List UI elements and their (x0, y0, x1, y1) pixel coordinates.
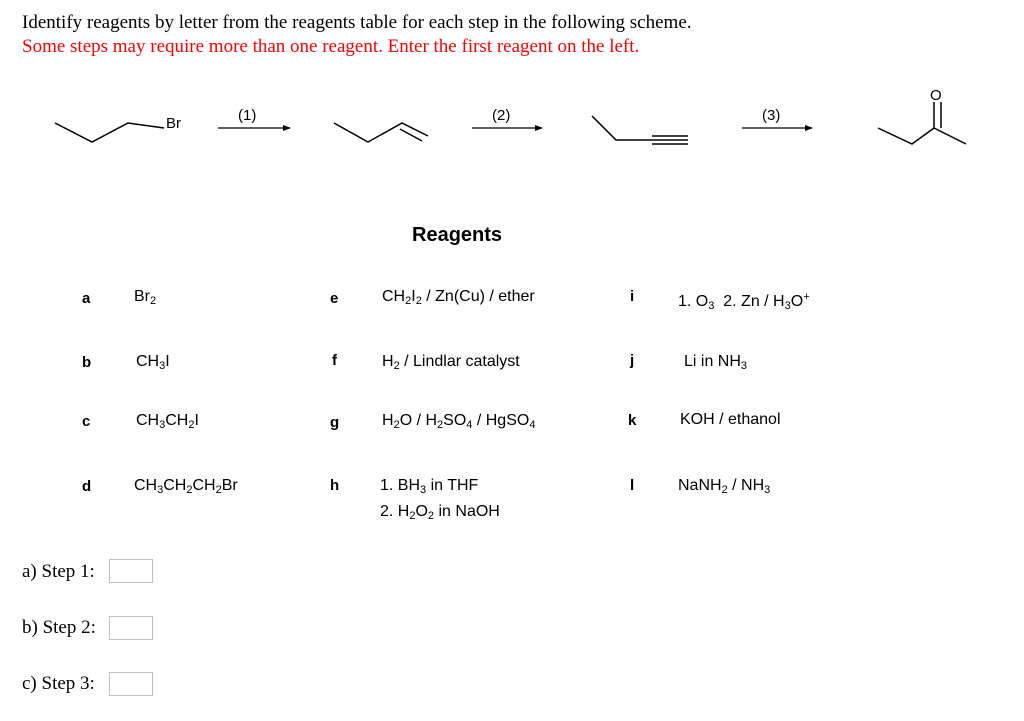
reagent-letter-k: k (628, 412, 637, 429)
reagent-letter-h: h (330, 477, 340, 494)
reagent-text-a: $Br_2$ (134, 288, 157, 307)
reagent-letter-d: d (82, 478, 92, 495)
reagent-text-l: NaNH$_2$ / $NH_3$ (678, 477, 771, 496)
reagent-letter-c: c (82, 413, 91, 430)
instruction-line-1: Identify reagents by letter from the reagents table for each step in the following scheme. (22, 12, 692, 33)
oxygen-label: O (930, 87, 942, 104)
reagent-letter-l: l (630, 477, 635, 494)
step1-input[interactable] (109, 559, 153, 583)
reagent-letter-f: f (332, 352, 337, 369)
reagent-letter-e: e (330, 290, 339, 307)
reagent-letter-a: a (82, 290, 91, 307)
reagent-letter-g: g (330, 414, 340, 431)
reagents-title: Reagents (412, 224, 503, 246)
reagent-text-j: Li in $NH_3$ (684, 353, 748, 372)
reagent-letter-j: j (630, 352, 635, 369)
molecule-acetone (878, 102, 966, 144)
bromine-label: Br (166, 115, 181, 132)
molecule-propene (334, 123, 428, 142)
molecule-propyne (592, 116, 688, 144)
reagent-text-b: $CH_3I$ (136, 353, 170, 372)
step1-label: a) Step 1: (22, 561, 95, 582)
reagent-text-e: $CH_2I_2 / Zn(Cu)$ / ether (382, 288, 535, 307)
instruction-line-2: Some steps may require more than one reagent. Enter the first reagent on the left. (22, 36, 640, 57)
reagent-text-i: 1. $O_3$ 2. Zn / $H_3O^+$ (678, 291, 810, 312)
reagent-text-d: $CH_3CH_2CH_2Br$ (134, 477, 238, 496)
step3-arrow-label: (3) (762, 107, 781, 124)
reagent-letter-b: b (82, 354, 92, 371)
step2-input[interactable] (109, 616, 153, 640)
step1-arrow-label: (1) (238, 107, 257, 124)
reagent-text-h: 1. $BH_3$ in THF 2. $H_2O_2$ in NaOH (380, 477, 500, 522)
reagent-text-c: $CH_3CH_2I$ (136, 412, 199, 431)
reagent-text-f: $H_2$ / Lindlar catalyst (382, 353, 520, 372)
step2-arrow-label: (2) (492, 107, 511, 124)
molecule-bromopropane (55, 123, 164, 142)
reagent-text-g: $H_2O / H_2SO_4$ / HgSO$_4$ (382, 412, 536, 431)
reagent-letter-i: i (630, 288, 635, 305)
reaction-scheme (0, 70, 1024, 160)
reagent-text-k: KOH / ethanol (680, 411, 781, 428)
step2-label: b) Step 2: (22, 617, 96, 638)
step3-input[interactable] (109, 672, 153, 696)
step3-label: c) Step 3: (22, 673, 95, 694)
